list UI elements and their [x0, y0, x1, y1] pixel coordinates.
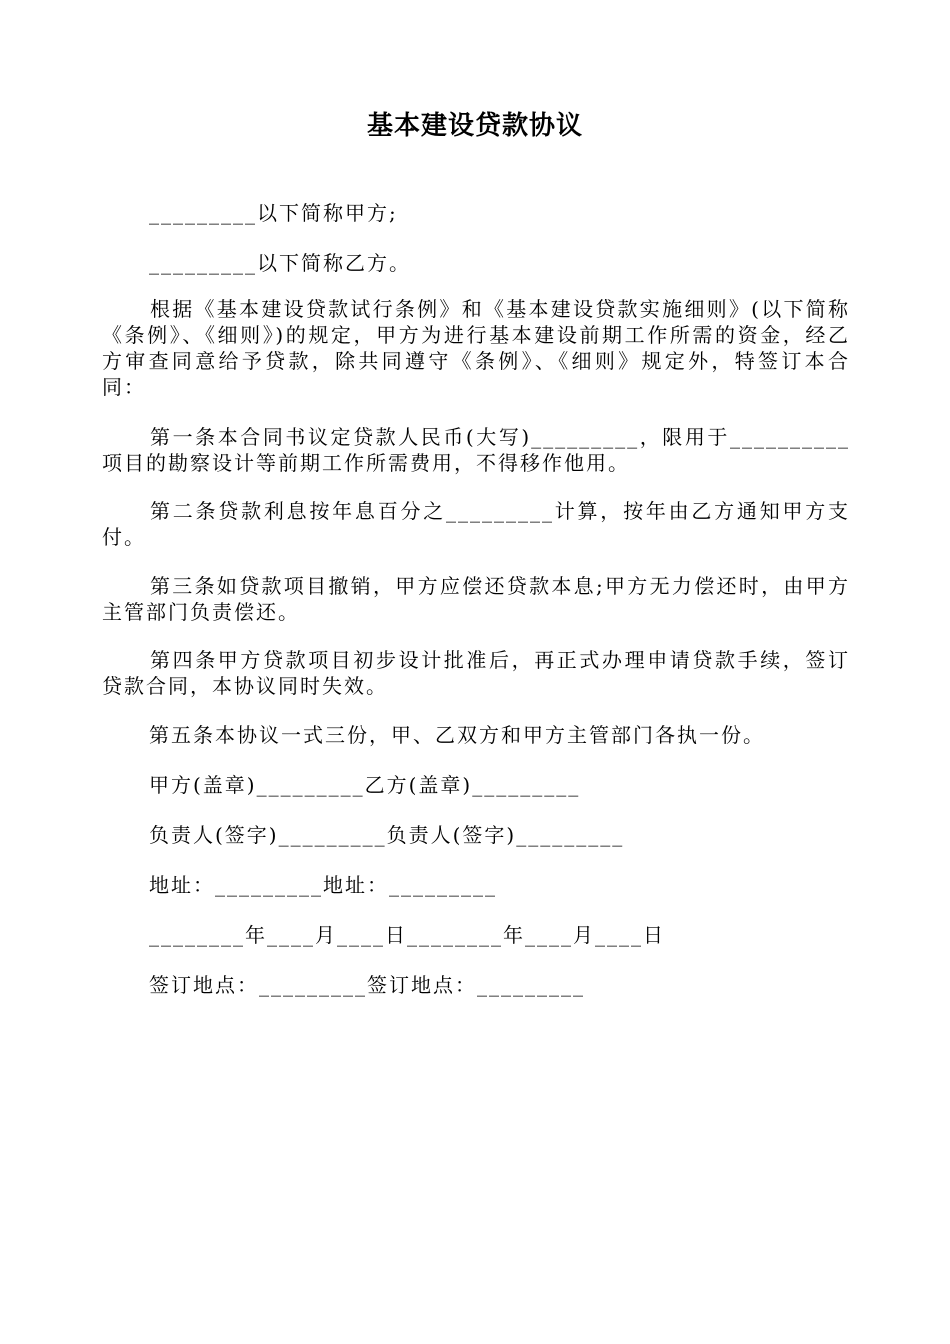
article-5-line: 第五条本协议一式三份，甲、乙双方和甲方主管部门各执一份。 [149, 723, 765, 747]
signing-place-line: 签订地点：_________签订地点：_________ [149, 973, 585, 997]
article-4-paragraph: 第四条甲方贷款项目初步设计批准后，再正式办理申请贷款手续，签订贷款合同，本协议同时失效。 [102, 648, 850, 698]
document-title: 基本建设贷款协议 [366, 111, 583, 141]
date-line: ________年____月____日________年____月____日 [149, 923, 665, 947]
party-a-line: _________以下简称甲方; [149, 201, 398, 225]
preamble-paragraph: 根据《基本建设贷款试行条例》和《基本建设贷款实施细则》(以下简称《条例》、《细则》)的规定，甲方为进行基本建设前期工作所需的资金，经乙方审查同意给予贷款，除共同遵守《条例》、《细则》规定外，特签订本合同： [102, 297, 850, 399]
article-3-paragraph: 第三条如贷款项目撤销，甲方应偿还贷款本息;甲方无力偿还时，由甲方主管部门负责偿还。 [102, 574, 850, 624]
seal-line: 甲方(盖章)_________乙方(盖章)_________ [149, 773, 581, 797]
article-2-paragraph: 第二条贷款利息按年息百分之_________计算，按年由乙方通知甲方支付。 [102, 499, 850, 549]
signer-line: 负责人(签字)_________负责人(签字)_________ [149, 823, 625, 847]
article-1-paragraph: 第一条本合同书议定贷款人民币(大写)_________，限用于__________项目的勘察设计等前期工作所需费用，不得移作他用。 [102, 425, 850, 475]
address-line: 地址：_________地址：_________ [149, 873, 497, 897]
party-b-line: _________以下简称乙方。 [149, 251, 411, 275]
